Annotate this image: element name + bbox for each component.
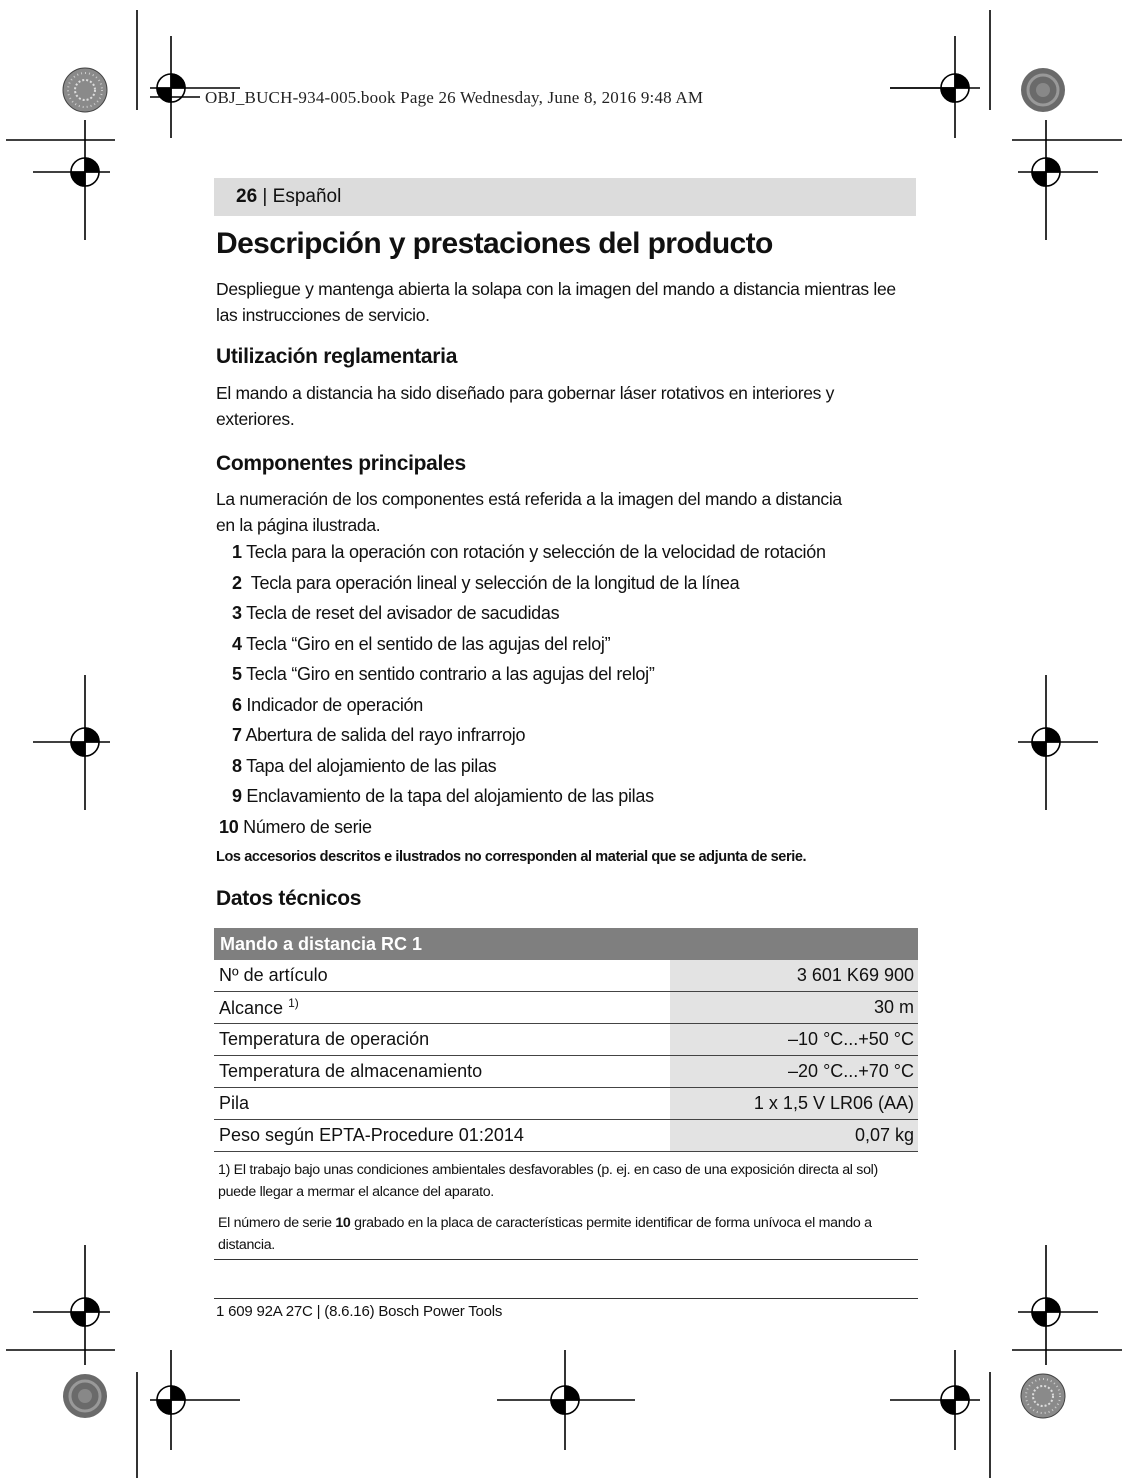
list-item: 7 Abertura de salida del rayo infrarrojo [232,725,526,745]
table-cell-label: Nº de artículo [214,960,670,992]
header-language: Español [272,186,342,207]
accessories-note: Los accesorios descritos e ilustrados no corresponden al material que se adjunta de serie. [216,849,807,865]
table-cell-value: 0,07 kg [670,1120,918,1152]
list-item: 4 Tecla “Giro en el sentido de las agujas del reloj” [232,634,611,654]
divider [214,1298,918,1299]
table-cell-label: Alcance $^{1)}$ [214,992,670,1024]
crosshair-icon [1018,120,1098,240]
page-title: Descripción y prestaciones del producto [216,227,773,260]
page-header [214,178,916,216]
crosshair-icon [33,120,110,240]
registration-target-icon [1021,1374,1065,1418]
crosshair-icon [150,36,240,138]
table-row [214,1120,918,1152]
footnote-marker: 1) [288,996,299,1010]
table-row [214,992,918,1024]
registration-target-icon [1021,68,1065,112]
components-paragraph: La numeración de los componentes está referida a la imagen del mando a distancia en la página ilustrada. [216,489,842,535]
section-heading-tech: Datos técnicos [216,887,362,910]
table-cell-value: 1 x 1,5 V LR06 (AA) [670,1088,918,1120]
table-header-row [214,928,918,960]
table-row [214,960,918,992]
page-number: 26 [236,186,258,207]
crosshair-icon [890,36,980,138]
crosshair-icon [1018,675,1098,810]
crosshair-icon [33,675,110,810]
page-header-label [236,186,341,208]
crosshair-icon [1018,1245,1098,1365]
list-item: 2 Tecla para operación lineal y selección de la longitud de la línea [232,573,740,593]
table-title: Mando a distancia RC 1 [214,928,918,960]
list-item: 9 Enclavamiento de la tapa del alojamiento de las pilas [232,786,654,806]
header-separator: | [257,186,273,207]
list-item: 8 Tapa del alojamiento de las pilas [232,756,497,776]
table-row [214,1088,918,1120]
crosshair-icon [497,1350,635,1450]
table-cell-value: –10 °C...+50 °C [670,1024,918,1056]
list-item: 3 Tecla de reset del avisador de sacudidas [232,603,560,623]
section-heading-components: Componentes principales [216,452,466,475]
registration-target-icon [63,1374,107,1418]
table-cell-value: –20 °C...+70 °C [670,1056,918,1088]
table-cell-label: Temperatura de almacenamiento [214,1056,670,1088]
list-item: 5 Tecla “Giro en sentido contrario a las agujas del reloj” [232,664,655,684]
table-cell-label: Pila [214,1088,670,1120]
intro-paragraph: Despliegue y mantenga abierta la solapa con la imagen del mando a distancia mientras lee las instrucciones de servicio. [216,279,896,325]
table-row [214,1056,918,1088]
registration-target-icon [63,68,107,112]
table-row [214,1024,918,1056]
printer-slug: OBJ_BUCH-934-005.book Page 26 Wednesday, June 8, 2016 9:48 AM [205,88,704,107]
list-item: 6 Indicador de operación [232,695,423,715]
list-item: 1 Tecla para la operación con rotación y selección de la velocidad de rotación [232,542,826,562]
table-cell-value: 3 601 K69 900 [670,960,918,992]
table-cell-label: Peso según EPTA-Procedure 01:2014 [214,1120,670,1152]
list-item: 10 Número de serie [219,817,372,837]
crosshair-icon [150,1350,240,1450]
table-footnote: 1) El trabajo bajo unas condiciones ambientales desfavorables (p. ej. en caso de una exposición directa al sol) puede llegar a mermar el alcance del aparato. [218,1162,878,1200]
divider [214,1259,918,1260]
section-heading-use: Utilización reglamentaria [216,345,458,368]
use-paragraph: El mando a distancia ha sido diseñado para gobernar láser rotativos en interiores y exteriores. [216,383,835,429]
crosshair-icon [890,1350,980,1450]
crosshair-icon [33,1245,110,1365]
serial-number-note: El número de serie 10 grabado en la placa de características permite identificar de forma unívoca el mando a distancia. [218,1215,872,1253]
table-cell-value: 30 m [670,992,918,1024]
page-footer: 1 609 92A 27C | (8.6.16) Bosch Power Tools [216,1303,503,1320]
tech-data-table [214,928,918,1152]
table-cell-label: Temperatura de operación [214,1024,670,1056]
